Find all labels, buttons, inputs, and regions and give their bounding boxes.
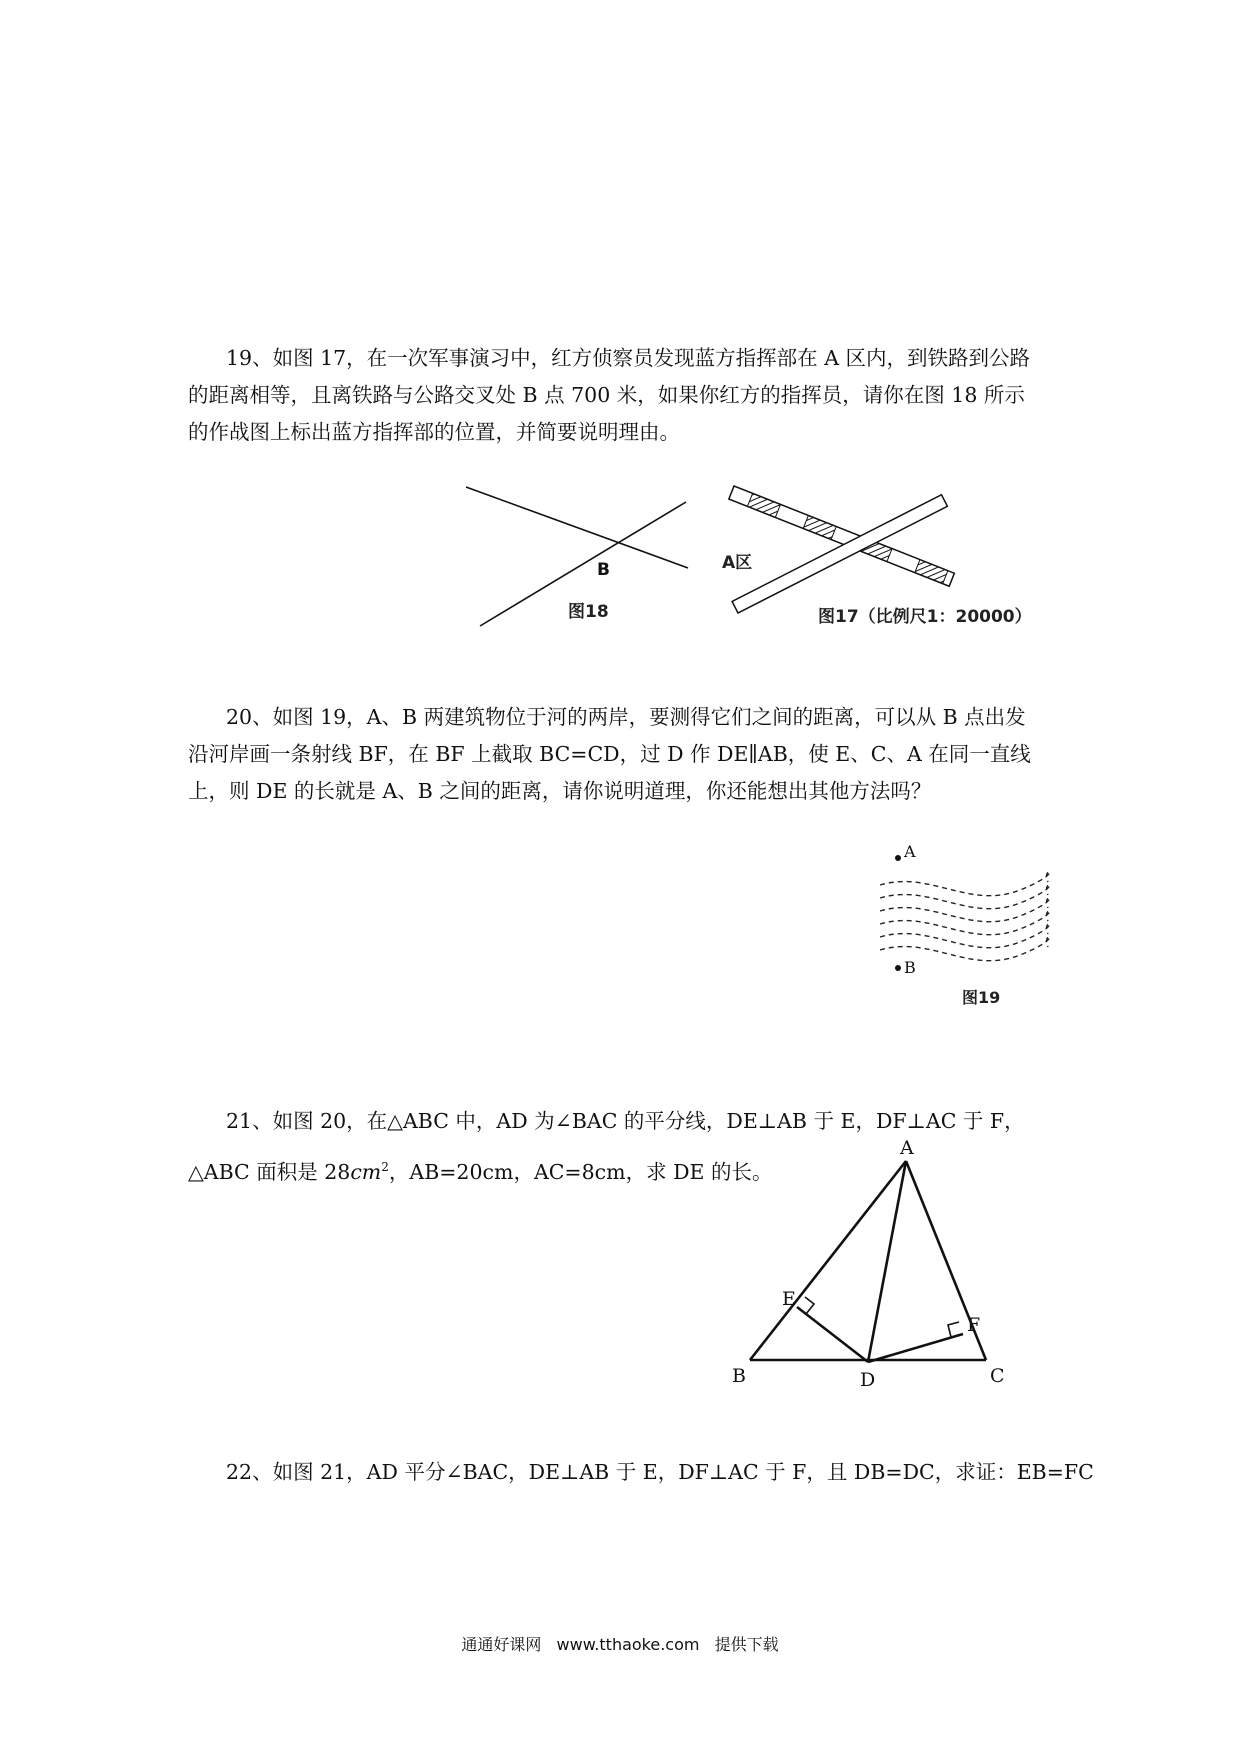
question-20 (188, 699, 1058, 810)
fig20-label-d: D (860, 1369, 876, 1391)
q22-line: 22、如图 21，AD 平分∠BAC，DE⊥AB 于 E，DF⊥AC 于 F，且 DB=DC，求证：EB=FC (226, 1460, 1094, 1484)
footer-suffix: 提供下载 (714, 1635, 779, 1654)
fig20-label-f: F (967, 1314, 981, 1336)
figure-19 (870, 840, 1050, 1010)
fig18-line-1 (466, 487, 688, 568)
fig17-caption: 图17（比例尺1：20000） (818, 607, 1032, 627)
fig18-caption: 图18 (568, 602, 609, 622)
fig20-label-a: A (900, 1137, 914, 1159)
q21-line-2-pre: △ABC 面积是 28 (188, 1159, 351, 1184)
q19-line-2: 的距离相等，且离铁路与公路交叉处 B 点 700 米，如果你红方的指挥员，请你在图 18 所示 (188, 383, 1025, 407)
page-footer (0, 1632, 1240, 1655)
fig18-point-b: B (597, 560, 610, 580)
fig19-point-a (895, 855, 901, 861)
railway-band (729, 486, 955, 586)
q19-line-3: 的作战图上标出蓝方指挥部的位置，并简要说明理由。 (188, 420, 680, 444)
q19-line-1: 19、如图 17，在一次军事演习中，红方侦察员发现蓝方指挥部在 A 区内，到铁路到公路 (226, 346, 1031, 370)
q21-area-exponent: 2 (381, 1160, 389, 1174)
segment-ad (868, 1161, 906, 1362)
question-19 (188, 340, 1058, 451)
question-22 (188, 1454, 1094, 1491)
q20-line-2: 沿河岸画一条射线 BF，在 BF 上截取 BC=CD，过 D 作 DE∥AB，使 E、C、A 在同一直线 (188, 742, 1031, 766)
figure-17 (720, 476, 1060, 636)
segment-df (868, 1334, 963, 1362)
segment-de (797, 1307, 868, 1362)
figure-18 (460, 480, 700, 630)
fig19-caption: 图19 (962, 988, 1001, 1007)
q20-line-1: 20、如图 19，A、B 两建筑物位于河的两岸，要测得它们之间的距离，可以从 B 点出发 (226, 705, 1026, 729)
right-angle-e (805, 1297, 814, 1314)
q21-line-2-post: ，AB=20cm，AC=8cm，求 DE 的长。 (388, 1159, 773, 1184)
fig20-label-c: C (990, 1365, 1005, 1387)
q21-line-1: 21、如图 20，在△ABC 中，AD 为∠BAC 的平分线，DE⊥AB 于 E，DF⊥AC 于 F， (226, 1109, 1025, 1133)
fig19-label-a: A (904, 842, 916, 861)
river-lines (880, 872, 1050, 961)
fig19-label-b: B (904, 958, 916, 977)
footer-site-name: 通通好课网 (461, 1635, 542, 1654)
figure-20 (730, 1130, 1020, 1400)
fig20-label-e: E (782, 1288, 796, 1310)
q21-area-unit: cm (350, 1159, 382, 1184)
q20-line-3: 上，则 DE 的长就是 A、B 之间的距离，请你说明道理，你还能想出其他方法吗？ (188, 779, 932, 803)
fig19-point-b (895, 965, 901, 971)
footer-url[interactable]: www.tthaoke.com (556, 1635, 700, 1654)
fig17-region-a: A区 (722, 553, 753, 573)
fig20-label-b: B (732, 1365, 746, 1387)
